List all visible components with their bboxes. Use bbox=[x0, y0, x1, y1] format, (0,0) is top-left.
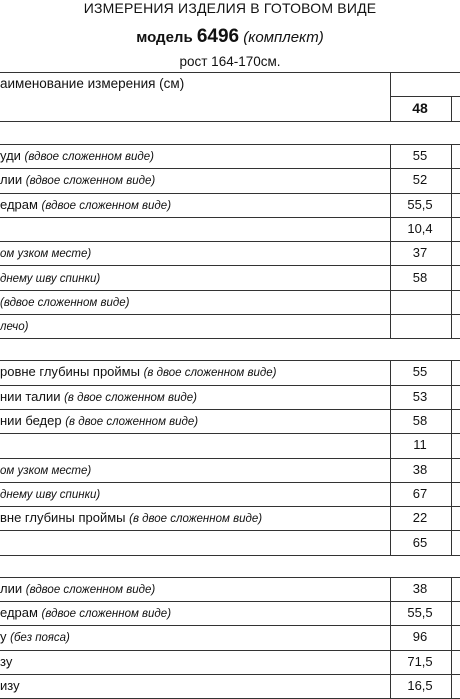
measurement-value: 38 bbox=[412, 580, 428, 596]
table-row bbox=[0, 266, 460, 291]
measurement-note: (в двое сложенном виде) bbox=[129, 513, 263, 526]
measurement-name bbox=[0, 314, 388, 338]
measurement-label: нии бедер bbox=[0, 413, 66, 428]
measurement-name bbox=[0, 409, 388, 433]
model-note: (комплект) bbox=[243, 29, 324, 46]
measurement-label: у bbox=[0, 629, 11, 645]
measurement-note: ом узком месте) bbox=[0, 464, 92, 477]
measurement-value: 58 bbox=[412, 269, 428, 285]
measurement-name bbox=[0, 531, 388, 555]
measurement-label: вне глубины проймы bbox=[0, 510, 130, 526]
model-label: модель bbox=[136, 29, 193, 46]
column-divider bbox=[390, 577, 391, 699]
table-row bbox=[0, 601, 460, 626]
measurement-value: 71,5 bbox=[407, 653, 433, 669]
measurement-name bbox=[0, 601, 388, 625]
measurement-note: (вдвое сложенном виде) bbox=[0, 296, 130, 309]
document-title: ИЗМЕРЕНИЯ ИЗДЕЛИЯ В ГОТОВОМ ВИДЕ bbox=[83, 0, 377, 16]
measurement-value: 37 bbox=[412, 245, 428, 261]
measurement-name bbox=[0, 290, 388, 314]
column-divider bbox=[451, 96, 452, 122]
measurement-label: лии bbox=[0, 172, 26, 188]
table-row bbox=[0, 314, 460, 339]
measurement-name bbox=[0, 266, 388, 290]
table-row bbox=[0, 144, 460, 169]
measurement-value bbox=[390, 314, 450, 338]
measurement-note: (вдвое сложенном виде) bbox=[25, 583, 156, 596]
table-header-row bbox=[0, 73, 460, 97]
size-header-underline bbox=[390, 96, 460, 97]
measurement-value: 67 bbox=[412, 485, 428, 501]
column-divider bbox=[390, 144, 391, 339]
measurement-table bbox=[0, 72, 460, 693]
table-row bbox=[0, 506, 460, 531]
measurement-note: (в двое сложенном виде) bbox=[64, 391, 197, 404]
measurement-label: едрам bbox=[0, 196, 42, 212]
measurement-name bbox=[0, 193, 388, 217]
table-row bbox=[0, 360, 460, 385]
measurement-note: (в двое сложенном виде) bbox=[65, 416, 199, 428]
size-48-header: 48 bbox=[412, 100, 428, 116]
measurement-note: ом узком месте) bbox=[0, 248, 92, 261]
table-row bbox=[0, 650, 460, 675]
measurement-name bbox=[0, 674, 388, 698]
measurement-label: едрам bbox=[0, 605, 42, 621]
table-row bbox=[0, 193, 460, 218]
measurement-name bbox=[0, 360, 388, 384]
measurement-name bbox=[0, 506, 388, 530]
measurement-value bbox=[390, 290, 450, 314]
measurement-label: зу bbox=[0, 653, 13, 669]
column-divider bbox=[390, 72, 391, 122]
measurement-note: (вдвое сложенном виде) bbox=[41, 199, 172, 212]
measurement-name bbox=[0, 650, 388, 674]
measurement-name bbox=[0, 625, 388, 649]
table-row bbox=[0, 168, 460, 193]
measurement-note: лечо) bbox=[0, 321, 29, 334]
measurement-name bbox=[0, 482, 388, 506]
measurement-value: 22 bbox=[412, 510, 428, 526]
measurement-value: 11 bbox=[413, 437, 427, 453]
table-row bbox=[0, 531, 460, 556]
measurement-note: днему шву спинки) bbox=[0, 488, 101, 501]
column-divider bbox=[451, 360, 452, 555]
measurement-value: 55,5 bbox=[407, 196, 433, 212]
table-row bbox=[0, 577, 460, 602]
measurement-name bbox=[0, 458, 388, 482]
measurement-note: днему шву спинки) bbox=[0, 272, 101, 285]
measurement-name bbox=[0, 577, 388, 601]
measurement-name bbox=[0, 144, 388, 168]
measurement-value: 55 bbox=[412, 364, 428, 380]
table-row bbox=[0, 409, 460, 434]
column-divider bbox=[451, 144, 452, 339]
table-row bbox=[0, 482, 460, 507]
measurement-name bbox=[0, 385, 388, 409]
measurement-note: (в двое сложенном виде) bbox=[143, 367, 277, 380]
column-divider bbox=[390, 360, 391, 555]
table-row bbox=[0, 217, 460, 242]
table-row bbox=[0, 290, 460, 315]
measurement-label: лии bbox=[0, 580, 26, 596]
measurement-label: уди bbox=[0, 148, 25, 163]
table-row bbox=[0, 385, 460, 410]
measurement-name bbox=[0, 217, 388, 241]
measurement-value: 58 bbox=[412, 413, 428, 428]
measurement-label: нии талии bbox=[0, 388, 65, 404]
measurement-value: 52 bbox=[412, 172, 428, 188]
measurement-name bbox=[0, 433, 388, 457]
table-row bbox=[0, 625, 460, 650]
measurement-value: 96 bbox=[412, 629, 428, 645]
measurement-value: 16,5 bbox=[407, 678, 433, 693]
measurement-value: 38 bbox=[412, 461, 428, 477]
table-row bbox=[0, 458, 460, 483]
measurement-note: (вдвое сложенном виде) bbox=[25, 175, 156, 188]
column-divider bbox=[451, 577, 452, 699]
model-number: 6496 bbox=[196, 26, 240, 47]
measurement-note: (вдвое сложенном виде) bbox=[41, 608, 172, 621]
model-line bbox=[0, 26, 460, 48]
measurement-note: (вдвое сложенном виде) bbox=[24, 151, 155, 163]
height-range: рост 164-170см. bbox=[179, 54, 281, 69]
measurement-note: (без пояса) bbox=[10, 632, 70, 645]
measurement-value: 55,5 bbox=[407, 605, 433, 621]
table-row bbox=[0, 674, 460, 699]
measurement-name bbox=[0, 241, 388, 265]
measurement-value: 55 bbox=[412, 148, 428, 163]
measurement-label: изу bbox=[0, 678, 20, 693]
measurement-value: 53 bbox=[412, 388, 428, 404]
table-row bbox=[0, 241, 460, 266]
table-row bbox=[0, 433, 460, 458]
measurement-label: ровне глубины проймы bbox=[0, 364, 144, 380]
column-header: аименование измерения (см) bbox=[0, 76, 185, 91]
size-header-row bbox=[0, 96, 460, 122]
measurement-name bbox=[0, 168, 388, 192]
measurement-value: 65 bbox=[412, 534, 428, 550]
measurement-value: 10,4 bbox=[407, 220, 433, 236]
